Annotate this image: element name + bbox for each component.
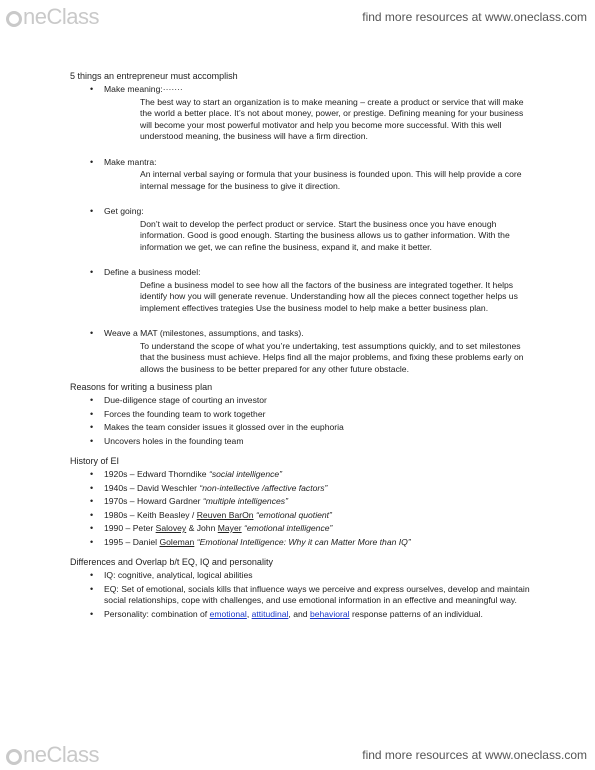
year: 1920s [104,469,128,479]
year: 1970s [104,496,128,506]
person-name: Daniel [132,536,160,547]
topic-body: An internal verbal saying or formula that your business is founded upon. This will help provide a core internal message for the business to give it direction. [140,169,522,191]
dash: – [127,496,137,506]
topic-body: Don’t wait to develop the perfect product or service. Start the business once you have enough information. Good is good enough. Starting the business allows us to gather information. With the information we get, we can refine the business, expand it, and make it better. [140,218,510,252]
list-item [70,584,530,607]
list-item [70,206,530,253]
list-item-text: response patterns of an individual. [349,608,483,619]
list-item [70,469,530,481]
header-tagline[interactable]: find more resources at www.oneclass.com [362,10,587,24]
term: “multiple intelligences” [202,496,288,506]
person-name: Mayer [217,523,242,533]
dash: – [127,509,137,520]
dash: – [123,523,133,533]
section-title: 5 things an entrepreneur must accomplish [70,71,238,81]
topic-heading: Weave a MAT (milestones, assumptions, and tasks). [104,328,304,338]
logo-o-icon [6,11,22,27]
list-item-text: IQ: cognitive, analytical, logical abilities [104,570,253,580]
list-item [70,267,530,314]
year: 1980s [104,509,128,520]
bullet-icon: • [90,267,94,277]
section-title: History of EI [70,456,120,466]
page-header [0,0,595,34]
bullet-icon: • [90,408,94,419]
list-item [70,395,530,407]
term: “social intelligence” [208,469,283,479]
bullet-icon: • [90,469,94,479]
section-title: Reasons for writing a business plan [70,382,213,392]
list-item [70,483,530,495]
bullet-icon: • [90,608,94,619]
person-name: Peter [132,523,156,533]
section-history-ei [70,455,530,548]
bullet-icon: • [90,536,94,547]
person-name: Salovey [155,523,187,533]
separator: , and [288,608,310,619]
bullet-icon: • [90,583,94,594]
bullet-icon: • [90,570,94,580]
topic-heading: Define a business model: [104,267,201,277]
bullet-icon: • [90,523,94,533]
topic-heading: Make mantra: [104,156,157,167]
list-item [70,436,530,448]
list-item-text: Forces the founding team to work together [104,408,266,419]
topic-heading: Make meaning:······· [104,84,183,94]
link-emotional[interactable]: emotional [209,608,247,619]
list-item [70,328,530,375]
term: “non-intellective /affective factors” [199,482,328,493]
person-name: & John [186,523,218,533]
bullet-icon: • [90,395,94,405]
list-item [70,84,530,143]
bullet-icon: • [90,156,94,167]
link-behavioral[interactable]: behavioral [309,608,350,619]
list-item [70,510,530,522]
topic-body: Define a business model to see how all the factors of the business are integrated together. It helps identify how you will generate revenue. Understanding how all the pieces connect together helps us implement effectives trategies Use the business model to help make a better business plan. [140,279,518,313]
list-item [70,570,530,582]
section-business-plan [70,381,530,447]
list-item-text: Personality: combination of [104,608,210,619]
topic-heading: Get going: [104,206,144,216]
list-item-text: EQ: Set of emotional, socials kills that influence ways we perceive and express ourselves, develop and maintain social relationships, cope with challenges, and use emotional information in an effective and meaningful way. [104,583,530,605]
person-name: Reuven BarOn [196,509,254,520]
oneclass-logo[interactable] [6,742,99,768]
year: 1995 [104,536,124,547]
section-title: Differences and Overlap b/t EQ, IQ and personality [70,557,273,567]
bullet-icon: • [90,435,94,446]
list-item [70,496,530,508]
bullet-icon: • [90,496,94,506]
oneclass-logo[interactable] [6,4,99,30]
bullet-icon: • [90,422,94,432]
list-item [70,409,530,421]
list-item-text: Makes the team consider issues it glossed over in the euphoria [104,422,344,432]
person-name: Goleman [159,536,195,547]
dash: – [123,536,133,547]
person-name: David Weschler [136,482,198,493]
logo-text: neClass [23,4,99,29]
page-footer [0,736,595,770]
section-eq-iq [70,556,530,620]
bullet-icon: • [90,328,94,338]
list-item [70,537,530,549]
bullet-icon: • [90,509,94,520]
list-item-text: Due-diligence stage of courting an investor [104,395,267,405]
document-body [70,70,530,622]
separator: , [246,608,252,619]
list-item [70,422,530,434]
logo-text: neClass [23,742,99,767]
section-entrepreneur [70,70,530,375]
term: “Emotional Intelligence: Why it can Matter More than IQ” [196,536,411,547]
term: “emotional quotient” [255,509,332,520]
list-item [70,523,530,535]
list-item-text: Uncovers holes in the founding team [104,435,244,446]
bullet-icon: • [90,206,94,216]
person-name: Keith Beasley / [136,509,197,520]
person-name: Edward Thorndike [136,469,207,479]
bullet-icon: • [90,84,94,94]
year: 1940s [104,482,128,493]
footer-tagline[interactable]: find more resources at www.oneclass.com [362,748,587,762]
term: “emotional intelligence” [244,523,333,533]
dash: – [127,482,137,493]
year: 1990 [104,523,124,533]
logo-o-icon [6,749,22,765]
list-item [70,609,530,621]
person-name: Howard Gardner [136,496,201,506]
list-item [70,157,530,193]
topic-body: To understand the scope of what you’re undertaking, test assumptions quickly, and to set milestones that the business must achieve. Helps find all the major problems, and fixing these problems early on allows the business to be better prepared for any other future obstacle. [140,340,524,374]
dash: – [127,469,137,479]
bullet-icon: • [90,482,94,493]
topic-body: The best way to start an organization is to make meaning – create a product or service that will make the world a better place. It’s not about money, power, or prestige. Defining meaning for your business will become your most powerful motivator and help you become more successful. With this well understood meaning, the business will have a firm direction. [140,96,524,141]
link-attitudinal[interactable]: attitudinal [251,608,289,619]
